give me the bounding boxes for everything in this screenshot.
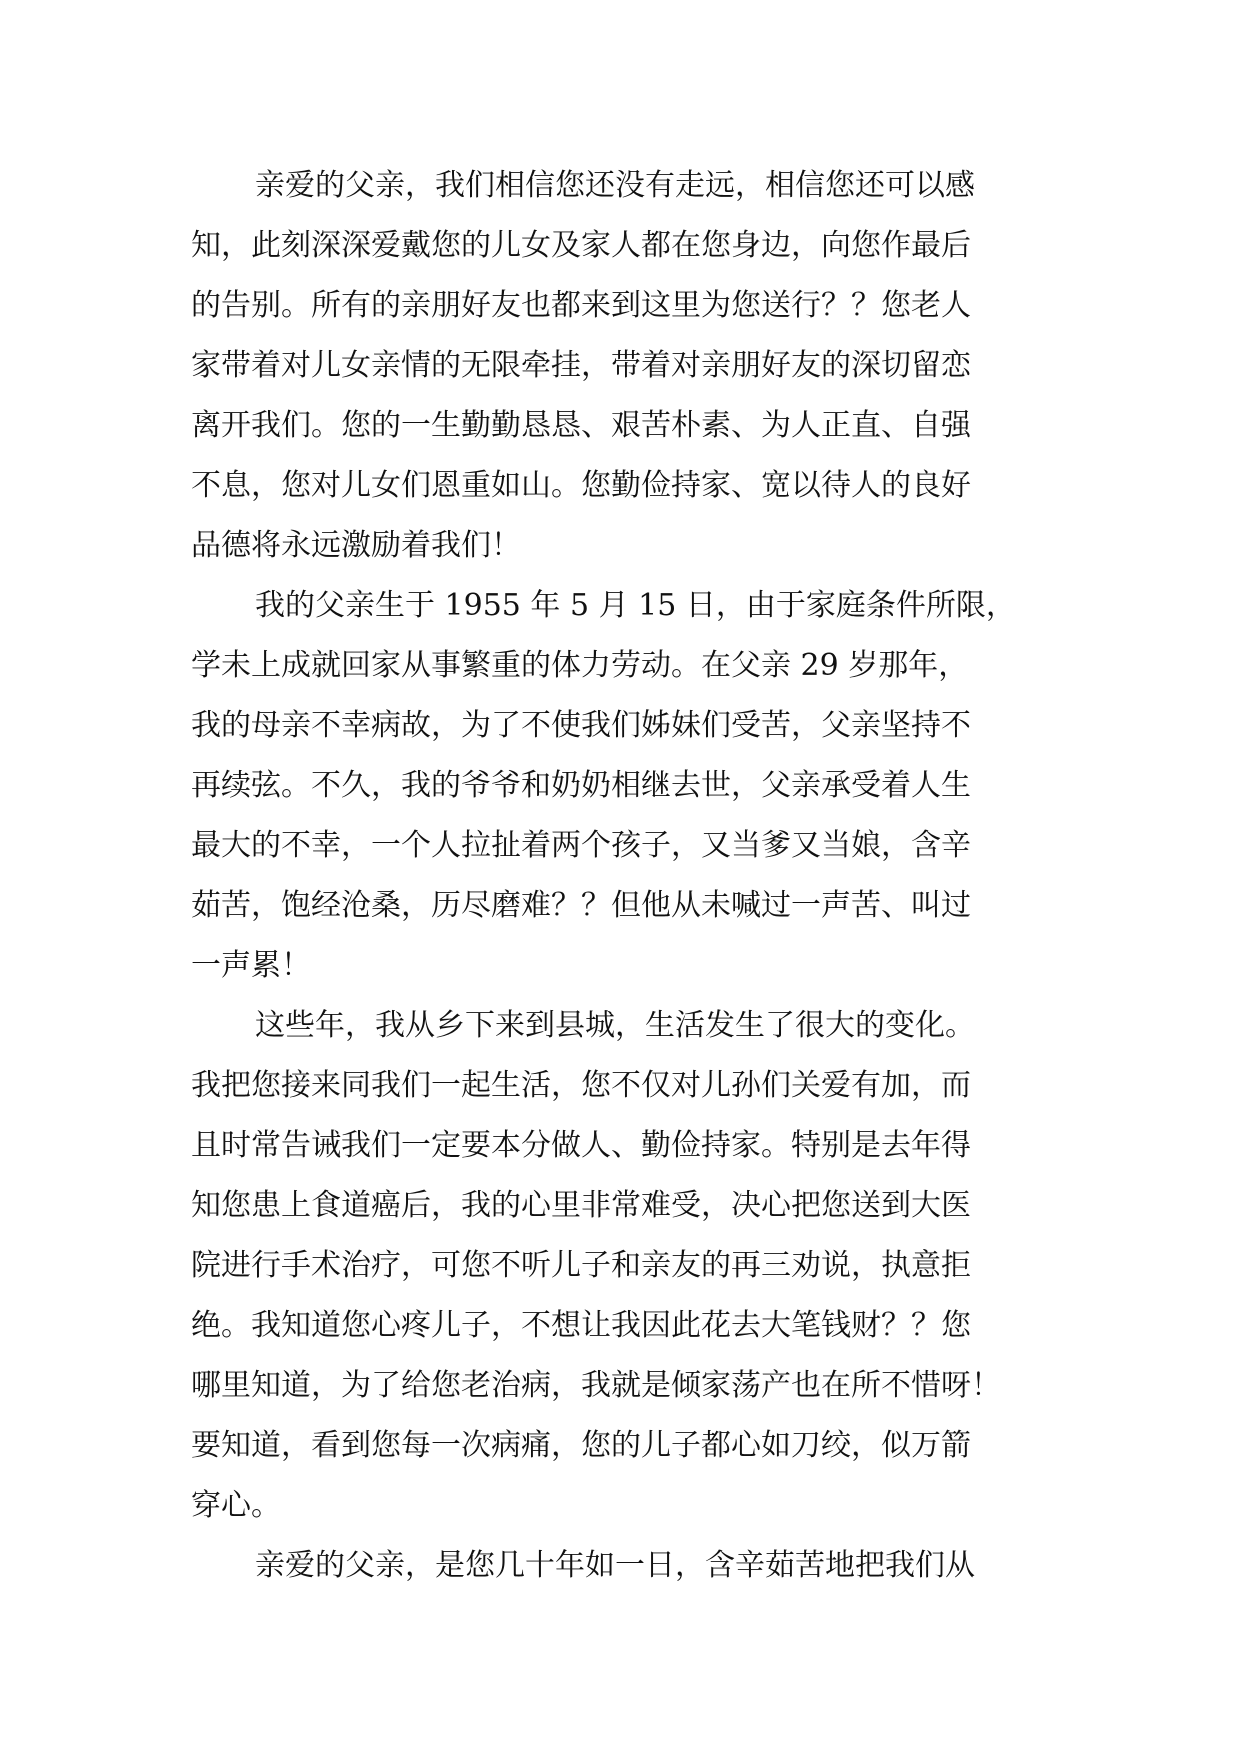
text-line: 一声累！	[191, 948, 311, 983]
text-line: 不息，您对儿女们恩重如山。您勤俭持家、宽以待人的良好	[191, 468, 971, 503]
paragraph	[191, 1536, 1071, 1596]
text-line: 茹苦，饱经沧桑，历尽磨难？？但他从未喊过一声苦、叫过	[191, 888, 971, 923]
body-text	[191, 156, 1071, 1596]
text-line: 家带着对儿女亲情的无限牵挂，带着对亲朋好友的深切留恋	[191, 348, 971, 383]
text-line: 我的母亲不幸病故，为了不使我们姊妹们受苦，父亲坚持不	[191, 708, 971, 743]
text-line: 院进行手术治疗，可您不听儿子和亲友的再三劝说，执意拒	[191, 1248, 971, 1283]
text-line: 我的父亲生于 1955 年 5 月 15 日，由于家庭条件所限，	[255, 588, 1016, 623]
text-line: 哪里知道，为了给您老治病，我就是倾家荡产也在所不惜呀！	[191, 1368, 1001, 1403]
text-line: 学未上成就回家从事繁重的体力劳动。在父亲 29 岁那年，	[191, 648, 969, 683]
text-line: 我把您接来同我们一起生活，您不仅对儿孙们关爱有加，而	[191, 1068, 971, 1103]
paragraph	[191, 996, 1071, 1536]
text-line: 再续弦。不久，我的爷爷和奶奶相继去世，父亲承受着人生	[191, 768, 971, 803]
text-line: 离开我们。您的一生勤勤恳恳、艰苦朴素、为人正直、自强	[191, 408, 971, 443]
text-line: 穿心。	[191, 1488, 281, 1523]
text-line: 绝。我知道您心疼儿子，不想让我因此花去大笔钱财？？您	[191, 1308, 971, 1343]
paragraph	[191, 156, 1071, 576]
text-line: 品德将永远激励着我们！	[191, 528, 521, 563]
text-line: 亲爱的父亲，我们相信您还没有走远，相信您还可以感	[255, 168, 975, 203]
text-line: 知，此刻深深爱戴您的儿女及家人都在您身边，向您作最后	[191, 228, 971, 263]
text-line: 要知道，看到您每一次病痛，您的儿子都心如刀绞，似万箭	[191, 1428, 971, 1463]
text-line: 且时常告诫我们一定要本分做人、勤俭持家。特别是去年得	[191, 1128, 971, 1163]
text-line: 这些年，我从乡下来到县城，生活发生了很大的变化。	[255, 1008, 975, 1043]
text-line: 知您患上食道癌后，我的心里非常难受，决心把您送到大医	[191, 1188, 971, 1223]
text-line: 的告别。所有的亲朋好友也都来到这里为您送行？？您老人	[191, 288, 971, 323]
text-line: 最大的不幸，一个人拉扯着两个孩子，又当爹又当娘，含辛	[191, 828, 971, 863]
text-line: 亲爱的父亲，是您几十年如一日，含辛茹苦地把我们从	[255, 1548, 975, 1583]
paragraph	[191, 576, 1071, 996]
